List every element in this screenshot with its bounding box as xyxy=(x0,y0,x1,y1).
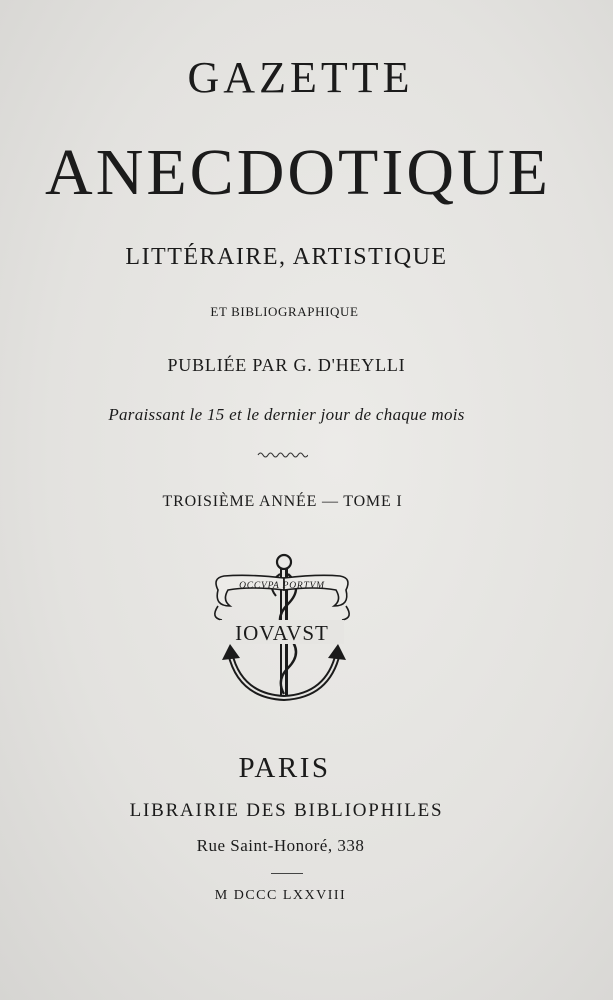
divider-rule xyxy=(271,873,303,874)
imprint-address: Rue Saint-Honoré, 338 xyxy=(196,836,365,855)
volume-line: TROISIÈME ANNÉE — TOME I xyxy=(162,493,403,510)
frequency-line: Paraissant le 15 et le dernier jour de chaque mois xyxy=(108,405,465,424)
subtitle-litteraire-artistique: LITTÉRAIRE, ARTISTIQUE xyxy=(125,244,448,270)
printer-motto: OCCVPA PORTVM xyxy=(239,581,325,591)
imprint-publisher: LIBRAIRIE DES BIBLIOPHILES xyxy=(129,800,444,821)
ornament-divider-icon xyxy=(256,450,308,460)
title-gazette: GAZETTE xyxy=(187,53,414,102)
imprint-year: M DCCC LXXVIII xyxy=(214,888,347,903)
subtitle-bibliographique: ET BIBLIOGRAPHIQUE xyxy=(210,304,359,319)
printer-mark xyxy=(200,548,360,718)
editor-line: PUBLIÉE PAR G. D'HEYLLI xyxy=(167,355,406,375)
printer-name: IOVAVST xyxy=(235,621,329,645)
imprint-city: PARIS xyxy=(238,752,331,784)
title-anecdotique: ANECDOTIQUE xyxy=(45,136,551,209)
